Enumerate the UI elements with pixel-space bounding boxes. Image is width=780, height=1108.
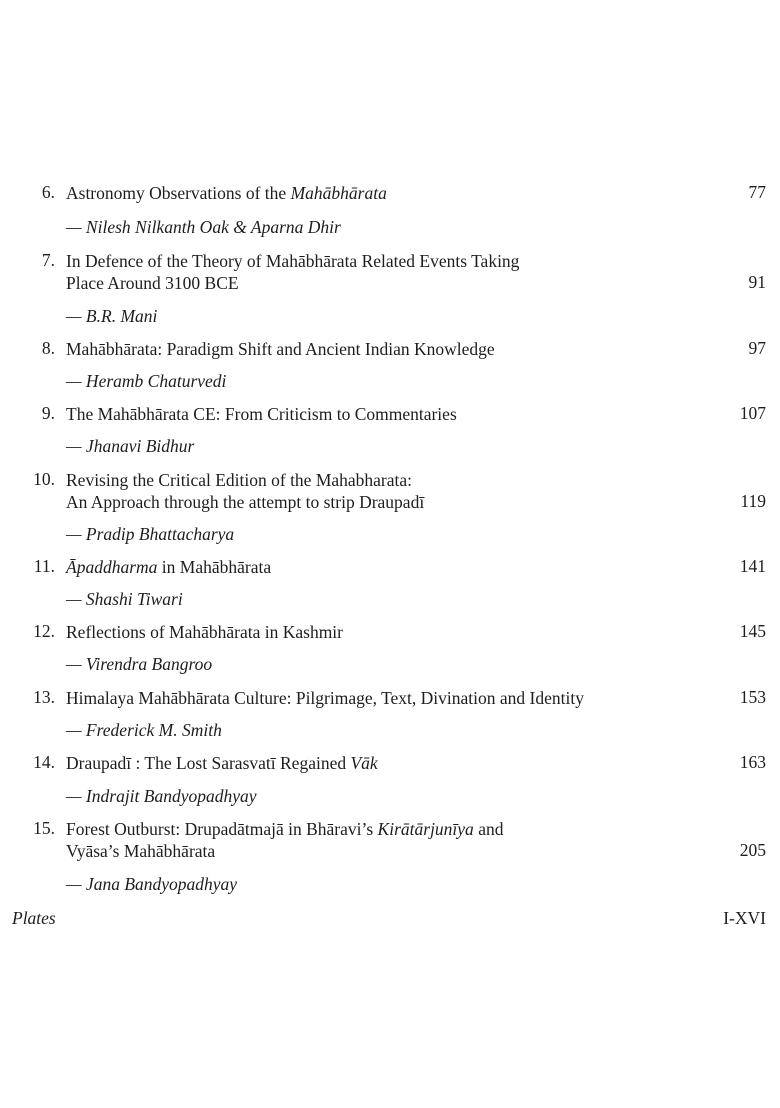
title-line2: An Approach through the attempt to strip Draupadī <box>66 492 425 512</box>
title-italic: Āpaddharma <box>66 557 158 577</box>
entry-author: — B.R. Mani <box>66 306 158 326</box>
entry-number: 15. <box>33 818 55 838</box>
plates-label: Plates <box>12 908 56 928</box>
title-italic: Vāk <box>350 753 378 773</box>
entry-number: 8. <box>41 338 55 358</box>
title-italic: Mahābhārata <box>290 183 387 203</box>
title-text-end: and <box>473 819 504 839</box>
entry-number: 6. <box>41 182 55 202</box>
entry-title <box>66 338 706 360</box>
page-number: 205 <box>739 840 766 860</box>
title-text: Forest Outburst: Drupadātmajā in Bhāravi’s <box>66 819 378 839</box>
page-number: 91 <box>748 272 766 292</box>
entry-number: 7. <box>41 250 55 270</box>
entry-author: — Shashi Tiwari <box>66 589 183 609</box>
entry-author: — Indrajit Bandyopadhyay <box>66 786 257 806</box>
page-number: 77 <box>748 182 766 202</box>
page-number: 153 <box>739 687 766 707</box>
page-number: 97 <box>748 338 766 358</box>
entry-title <box>66 687 706 709</box>
page-number: 145 <box>739 621 766 641</box>
title-line2: Place Around 3100 BCE <box>66 273 239 293</box>
title-text: Revising the Critical Edition of the Mahabharata: <box>66 470 413 490</box>
entry-title <box>66 250 706 294</box>
page-number: 163 <box>739 752 766 772</box>
entry-title <box>66 818 706 862</box>
entry-title <box>66 403 706 425</box>
entry-number: 14. <box>33 752 55 772</box>
entry-number: 12. <box>33 621 55 641</box>
entry-number: 13. <box>33 687 55 707</box>
entry-title <box>66 182 706 204</box>
entry-author: — Heramb Chaturvedi <box>66 371 227 391</box>
title-text: Himalaya Mahābhārata Culture: Pilgrimage, Text, Divination and Identity <box>66 688 584 708</box>
title-text: Mahābhārata: Paradigm Shift and Ancient Indian Knowledge <box>66 339 495 359</box>
entry-author: — Pradip Bhattacharya <box>66 524 235 544</box>
plates-range: I-XVI <box>723 908 766 928</box>
entry-number: 9. <box>41 403 55 423</box>
entry-author: — Virendra Bangroo <box>66 654 213 674</box>
title-text: in Mahābhārata <box>157 557 272 577</box>
page-number: 119 <box>740 491 766 511</box>
entry-number: 10. <box>33 469 55 489</box>
entry-author: — Jhanavi Bidhur <box>66 436 195 456</box>
entry-title <box>66 621 706 643</box>
entry-number: 11. <box>33 556 55 576</box>
title-text: Reflections of Mahābhārata in Kashmir <box>66 622 343 642</box>
entry-title <box>66 469 706 513</box>
title-text: Astronomy Observations of the <box>66 183 291 203</box>
entry-title <box>66 752 706 774</box>
title-text: In Defence of the Theory of Mahābhārata Related Events Taking <box>66 251 520 271</box>
entry-author: — Nilesh Nilkanth Oak & Aparna Dhir <box>66 217 341 237</box>
entry-title <box>66 556 706 578</box>
title-line2: Vyāsa’s Mahābhārata <box>66 841 216 861</box>
page-number: 141 <box>739 556 766 576</box>
page-number: 107 <box>739 403 766 423</box>
title-text: Draupadī : The Lost Sarasvatī Regained <box>66 753 351 773</box>
title-text: The Mahābhārata CE: From Criticism to Commentaries <box>66 404 457 424</box>
title-italic: Kirātārjunīya <box>377 819 474 839</box>
entry-author: — Frederick M. Smith <box>66 720 222 740</box>
entry-author: — Jana Bandyopadhyay <box>66 874 238 894</box>
